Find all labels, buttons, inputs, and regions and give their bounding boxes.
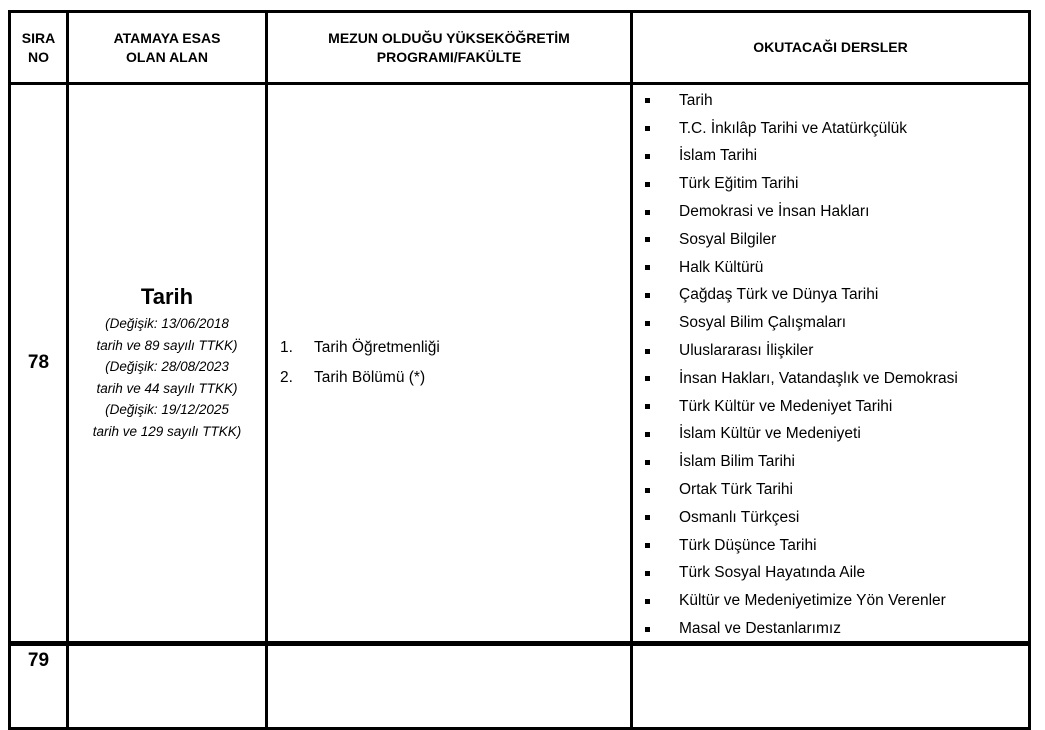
alan-notes-list	[92, 313, 242, 442]
course-label: Demokrasi ve İnsan Hakları	[679, 203, 870, 221]
course-label: İslam Kültür ve Medeniyeti	[679, 425, 861, 443]
square-bullet-icon	[645, 182, 650, 187]
amendment-note: (Değişik: 19/12/2025 tarih ve 129 sayılı TTKK)	[92, 402, 242, 439]
appointment-areas-table	[8, 10, 1031, 730]
row-78-courses-cell	[633, 85, 1028, 646]
square-bullet-icon	[645, 599, 650, 604]
row-79-sira-no	[11, 646, 69, 727]
course-item	[633, 504, 1028, 532]
square-bullet-icon	[645, 543, 650, 548]
amendment-note: (Değişik: 28/08/2023 tarih ve 44 sayılı TTKK)	[96, 359, 238, 396]
course-item	[633, 448, 1028, 476]
square-bullet-icon	[645, 210, 650, 215]
course-item	[633, 532, 1028, 560]
row-79-courses-cell	[633, 646, 1028, 727]
header-cell-alan	[69, 13, 268, 85]
course-label: Türk Eğitim Tarihi	[679, 175, 799, 193]
course-item	[633, 560, 1028, 588]
course-item	[633, 421, 1028, 449]
course-item	[633, 143, 1028, 171]
course-item	[633, 309, 1028, 337]
course-item	[633, 476, 1028, 504]
header-label-program: MEZUN OLDUĞU YÜKSEKÖĞRETİM PROGRAMI/FAKÜLTE	[328, 29, 570, 65]
course-label: Halk Kültürü	[679, 258, 764, 276]
square-bullet-icon	[645, 321, 650, 326]
course-label: Kültür ve Medeniyetimize Yön Verenler	[679, 592, 946, 610]
course-label: Tarih	[679, 91, 713, 109]
header-cell-dersler	[633, 13, 1028, 85]
header-label-dersler: OKUTACAĞI DERSLER	[753, 39, 908, 55]
course-item	[633, 393, 1028, 421]
course-item	[633, 198, 1028, 226]
course-label: Türk Kültür ve Medeniyet Tarihi	[679, 397, 893, 415]
program-number: 2.	[280, 369, 293, 386]
square-bullet-icon	[645, 404, 650, 409]
sira-no-value: 78	[27, 352, 50, 373]
course-label: Çağdaş Türk ve Dünya Tarihi	[679, 286, 879, 304]
course-item	[633, 615, 1028, 643]
course-label: T.C. İnkılâp Tarihi ve Atatürkçülük	[679, 119, 908, 137]
course-item	[633, 587, 1028, 615]
course-label: Sosyal Bilgiler	[679, 230, 777, 248]
square-bullet-icon	[645, 349, 650, 354]
square-bullet-icon	[645, 488, 650, 493]
course-label: İnsan Hakları, Vatandaşlık ve Demokrasi	[679, 369, 958, 387]
square-bullet-icon	[645, 126, 650, 131]
header-label-sira-no: SIRA NO	[21, 29, 56, 65]
row-79-alan-cell	[69, 646, 268, 727]
square-bullet-icon	[645, 515, 650, 520]
course-label: İslam Tarihi	[679, 147, 758, 165]
course-item	[633, 282, 1028, 310]
program-label: Tarih Bölümü (*)	[314, 369, 426, 386]
square-bullet-icon	[645, 460, 650, 465]
course-label: İslam Bilim Tarihi	[679, 453, 795, 471]
square-bullet-icon	[645, 376, 650, 381]
course-label: Masal ve Destanlarımız	[679, 620, 841, 638]
course-label: Uluslararası İlişkiler	[679, 342, 814, 360]
square-bullet-icon	[645, 627, 650, 632]
courses-list	[633, 87, 1028, 643]
course-label: Ortak Türk Tarihi	[679, 481, 793, 499]
course-item	[633, 115, 1028, 143]
course-item	[633, 337, 1028, 365]
course-item	[633, 87, 1028, 115]
program-item	[280, 363, 630, 393]
square-bullet-icon	[645, 571, 650, 576]
programs-list	[280, 333, 630, 393]
square-bullet-icon	[645, 154, 650, 159]
square-bullet-icon	[645, 432, 650, 437]
square-bullet-icon	[645, 98, 650, 103]
course-item	[633, 170, 1028, 198]
header-cell-program	[268, 13, 633, 85]
alan-title: Tarih	[140, 284, 194, 309]
header-cell-sira-no	[11, 13, 69, 85]
square-bullet-icon	[645, 237, 650, 242]
header-label-alan: ATAMAYA ESAS OLAN ALAN	[113, 29, 221, 65]
course-label: Türk Düşünce Tarihi	[679, 536, 817, 554]
row-78-sira-no	[11, 85, 69, 646]
program-label: Tarih Öğretmenliği	[314, 339, 440, 356]
row-78-program-cell	[268, 85, 633, 646]
program-item	[280, 333, 630, 363]
amendment-note: (Değişik: 13/06/2018 tarih ve 89 sayılı TTKK)	[96, 316, 238, 353]
program-number: 1.	[280, 339, 293, 356]
row-79-program-cell	[268, 646, 633, 727]
square-bullet-icon	[645, 265, 650, 270]
course-label: Osmanlı Türkçesi	[679, 508, 800, 526]
course-label: Türk Sosyal Hayatında Aile	[679, 564, 866, 582]
course-label: Sosyal Bilim Çalışmaları	[679, 314, 847, 332]
course-item	[633, 365, 1028, 393]
row-78-alan-cell	[69, 85, 268, 646]
sira-no-value-next: 79	[27, 650, 50, 671]
course-item	[633, 254, 1028, 282]
course-item	[633, 226, 1028, 254]
square-bullet-icon	[645, 293, 650, 298]
